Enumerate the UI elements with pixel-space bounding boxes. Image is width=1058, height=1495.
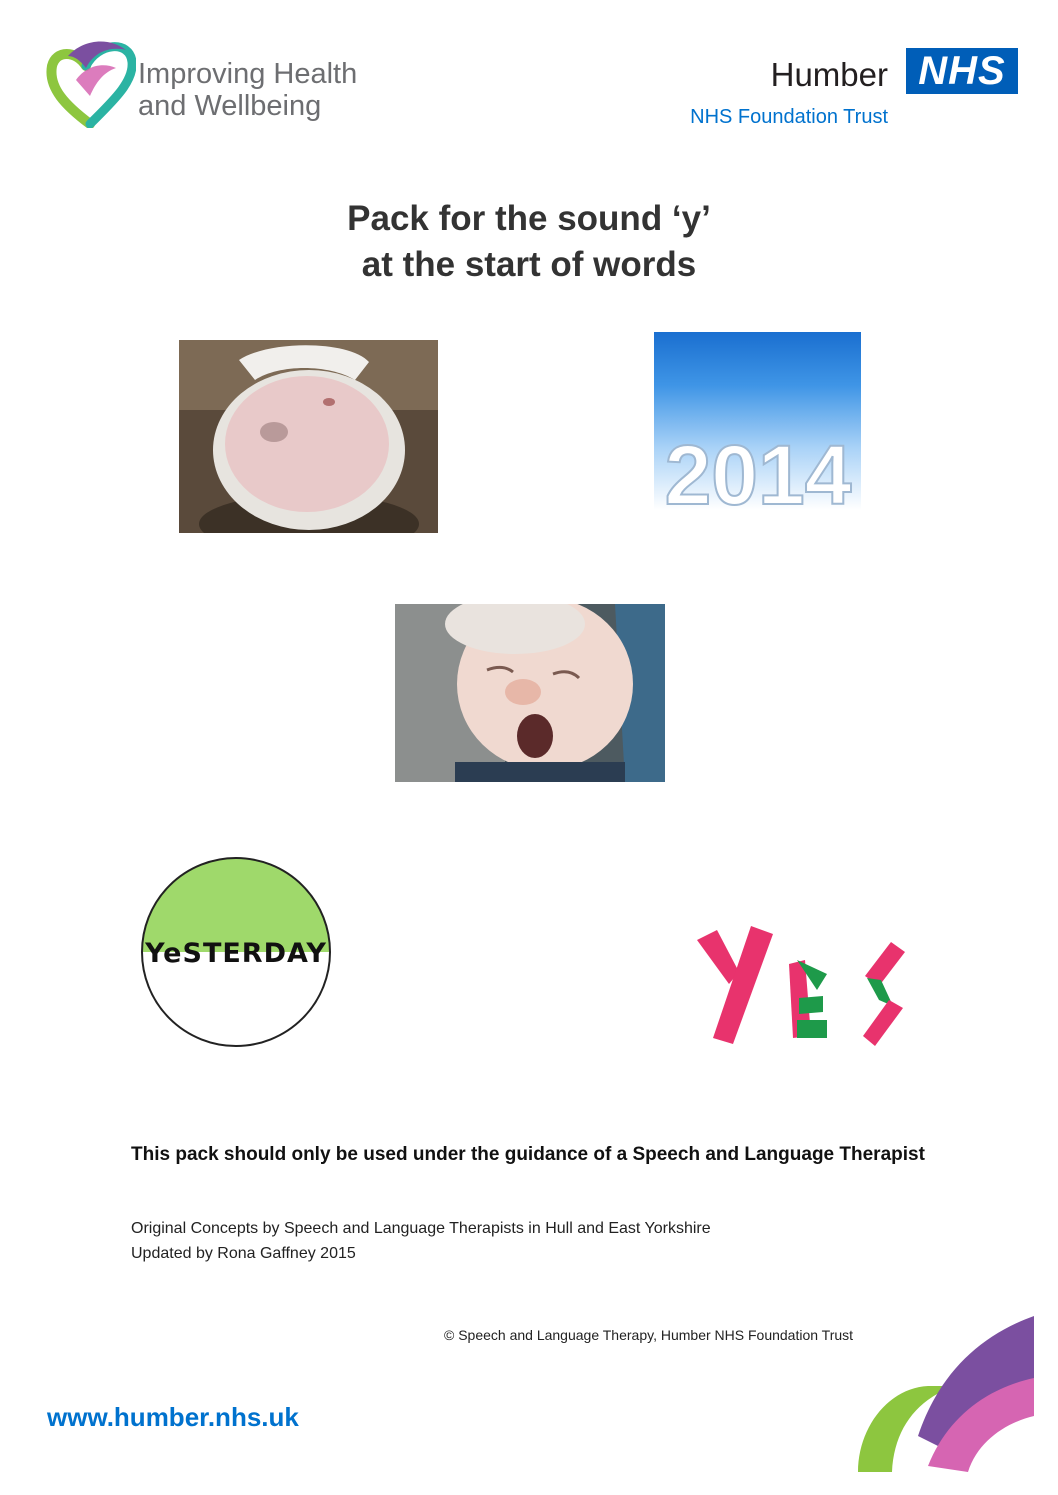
humber-nhs-logo <box>658 46 1018 136</box>
year-text: 2014 <box>664 428 852 510</box>
logo-line-2: and Wellbeing <box>138 90 322 122</box>
credit-line-2: Updated by Rona Gaffney 2015 <box>131 1245 356 1262</box>
calendar-picture <box>654 332 861 510</box>
letter-e <box>789 960 827 1038</box>
year-illustration <box>654 332 861 510</box>
letter-y <box>697 926 773 1044</box>
yoghurt-illustration <box>179 340 438 533</box>
yes-illustration <box>693 920 913 1048</box>
baby-illustration <box>395 604 665 782</box>
logo-line-1: Improving Health <box>138 58 358 90</box>
yesterday-illustration <box>140 856 332 1048</box>
yawning-baby-picture <box>395 604 665 782</box>
copyright-notice: © Speech and Language Therapy, Humber NHS Foundation Trust <box>444 1327 854 1343</box>
guidance-notice: This pack should only be used under the guidance of a Speech and Language Therapist <box>131 1144 925 1165</box>
yesterday-text: YeSTERDAY <box>145 938 327 969</box>
nhs-badge: NHS <box>906 48 1018 94</box>
title-line-2: at the start of words <box>361 245 697 284</box>
org-name: Humber <box>770 56 888 93</box>
yoghurt-picture <box>179 340 438 533</box>
title-line-1: Pack for the sound ‘y’ <box>347 199 711 238</box>
yesterday-picture <box>140 856 332 1048</box>
credits <box>131 1216 931 1266</box>
heart-icon <box>46 36 136 128</box>
website-link[interactable]: www.humber.nhs.uk <box>47 1402 299 1432</box>
credit-line-1: Original Concepts by Speech and Language Therapists in Hull and East Yorkshire <box>131 1220 711 1237</box>
improving-health-logo <box>46 36 406 131</box>
decorative-swoosh-graphic <box>858 1316 1034 1472</box>
yes-picture <box>693 920 913 1048</box>
letter-s <box>863 942 905 1046</box>
page-title <box>0 196 1058 288</box>
trust-name: NHS Foundation Trust <box>690 106 888 128</box>
